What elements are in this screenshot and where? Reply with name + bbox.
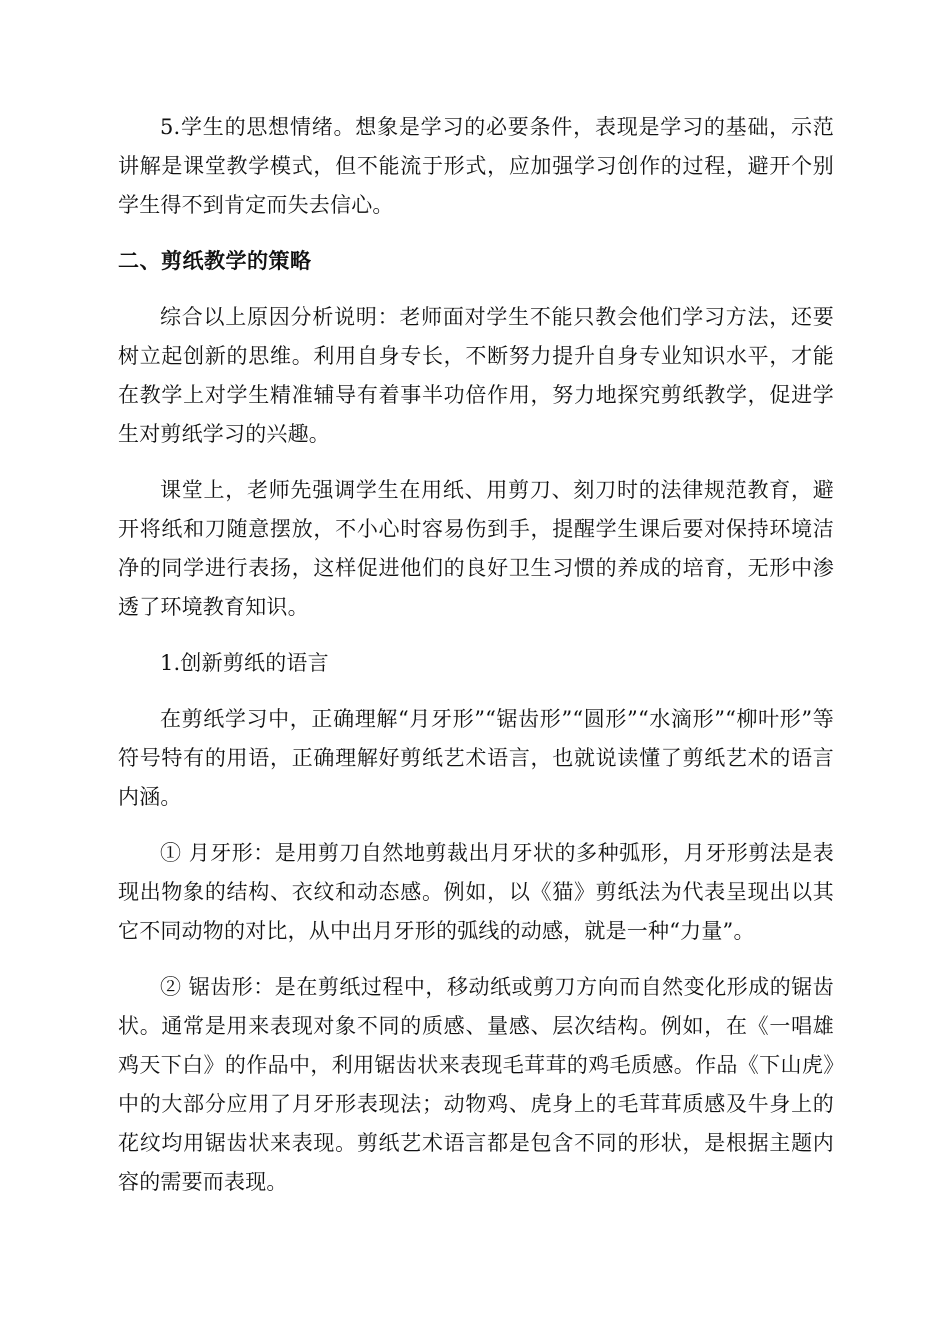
paragraph-crescent-shape: ① 月牙形：是用剪刀自然地剪裁出月牙状的多种弧形，月牙形剪法是表现出物象的结构、衣纹和动态感。例如，以《猫》剪纸法为代表呈现出以其它不同动物的对比，从中出月牙形的弧线的动感，就是一种“力量”。 bbox=[118, 841, 834, 943]
paragraph-symbols: 在剪纸学习中，正确理解“月牙形”“锯齿形”“圆形”“水滴形”“柳叶形”等符号特有的用语，正确理解好剪纸艺术语言，也就说读懂了剪纸艺术的语言内涵。 bbox=[118, 707, 834, 809]
paragraph-sawtooth-shape: ② 锯齿形：是在剪纸过程中，移动纸或剪刀方向而自然变化形成的锯齿状。通常是用来表现对象不同的质感、量感、层次结构。例如，在《一唱雄鸡天下白》的作品中，利用锯齿状来表现毛茸茸的鸡毛质感。作品《下山虎》中的大部分应用了月牙形表现法；动物鸡、虎身上的毛茸茸质感及牛身上的花纹均用锯齿状来表现。剪纸艺术语言都是包含不同的形状，是根据主题内容的需要而表现。 bbox=[118, 975, 834, 1194]
document-body bbox=[118, 108, 834, 1202]
paragraph-classroom: 课堂上，老师先强调学生在用纸、用剪刀、刻刀时的法律规范教育，避开将纸和刀随意摆放，不小心时容易伤到手，提醒学生课后要对保持环境洁净的同学进行表扬，这样促进他们的良好卫生习惯的养成的培育，无形中渗透了环境教育知识。 bbox=[118, 478, 834, 619]
paragraph-student-emotion: 5.学生的思想情绪。想象是学习的必要条件，表现是学习的基础，示范讲解是课堂教学模式，但不能流于形式，应加强学习创作的过程，避开个别学生得不到肯定而失去信心。 bbox=[118, 115, 834, 217]
section-heading: 二、剪纸教学的策略 bbox=[118, 249, 312, 273]
paragraph-summary: 综合以上原因分析说明：老师面对学生不能只教会他们学习方法，还要树立起创新的思维。利用自身专长，不断努力提升自身专业知识水平，才能在教学上对学生精准辅导有着事半功倍作用，努力地探究剪纸教学，促进学生对剪纸学习的兴趣。 bbox=[118, 305, 834, 446]
subheading-innovation-language: 1.创新剪纸的语言 bbox=[160, 651, 329, 675]
